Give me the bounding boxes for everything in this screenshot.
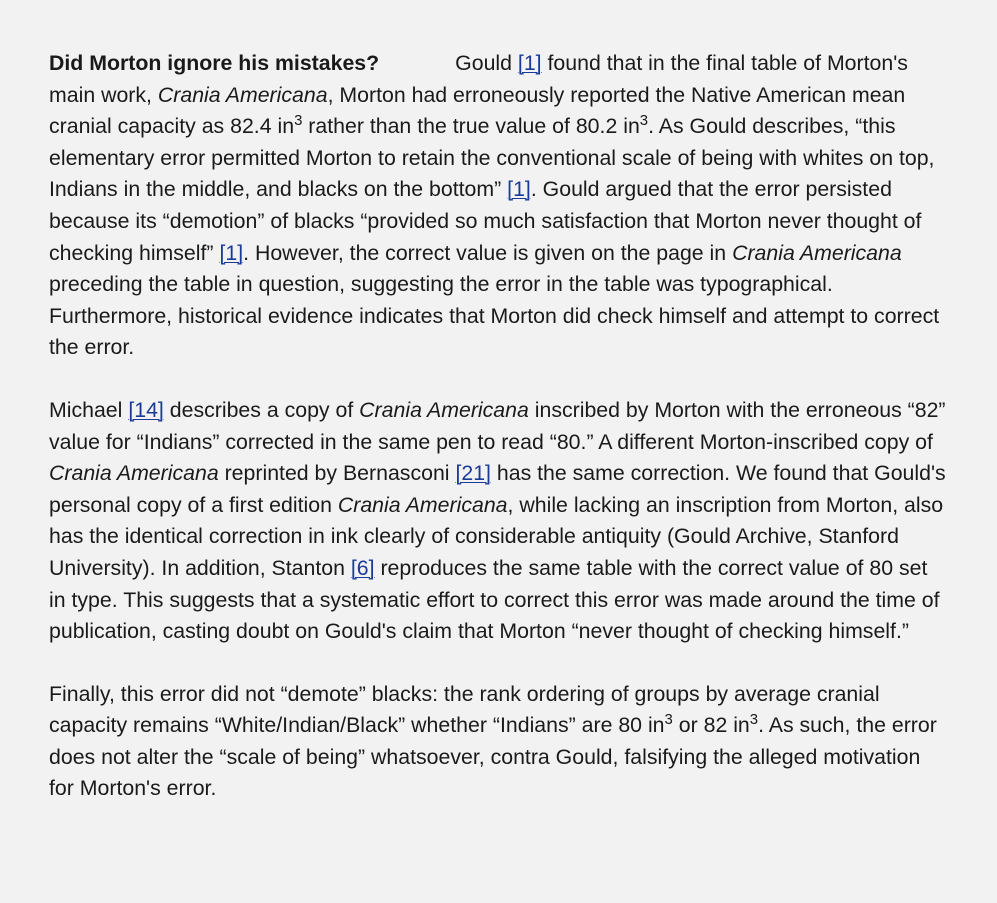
- citation-link-1[interactable]: [1]: [517, 51, 542, 75]
- superscript-exponent: 3: [639, 113, 649, 129]
- paragraph-text: describes a copy of: [163, 397, 360, 422]
- paragraph-text: Gould: [455, 51, 518, 75]
- paragraph-2: [49, 395, 949, 648]
- citation-link-21[interactable]: [21]: [455, 461, 491, 486]
- book-title: Crania Americana: [359, 397, 529, 422]
- paragraph-text: , while lacking an inscription from Morton, also has the identical correction in ink clearly of considerable antiquity (Gould Archive, Stanford University). In addition, Stanton: [49, 492, 944, 580]
- book-title: Crania Americana: [49, 461, 219, 486]
- superscript-exponent: 3: [294, 113, 303, 129]
- paragraph-text: inscribed by Morton with the erroneous “82” value for “Indians” corrected in the same pen to read “80.” A different Morton-inscribed copy of: [49, 397, 946, 454]
- paragraph-text: Finally, this error did not “demote” blacks: the rank ordering of groups by average cranial capacity remains “White/Indian/Black” whether “Indians” are 80 in: [49, 681, 880, 738]
- citation-link-14[interactable]: [14]: [128, 397, 164, 422]
- paragraph-text: has the same correction. We found that Gould's personal copy of a first edition: [49, 461, 946, 517]
- book-title: Crania Americana: [337, 492, 508, 517]
- citation-link-1[interactable]: [1]: [219, 240, 244, 265]
- section-heading: Did Morton ignore his mistakes?: [49, 51, 380, 75]
- paragraph-text: . Gould argued that the error persisted because its “demotion” of blacks “provided so much satisfaction that Morton never thought of checking himself”: [49, 177, 922, 265]
- paragraph-text: preceding the table in question, suggesting the error in the table was typographical. Furthermore, historical evidence indicates that Morton did check himself and attempt to correct the error.: [49, 272, 940, 360]
- paragraph-1: [49, 48, 949, 364]
- paragraph-text: Michael: [49, 397, 129, 422]
- paragraph-text: . As such, the error does not alter the “scale of being” whatsoever, contra Gould, falsifying the alleged motivation for Morton's error.: [49, 713, 937, 801]
- citation-link-1[interactable]: [1]: [507, 177, 531, 202]
- paragraph-3: [49, 679, 949, 805]
- paragraph-text: rather than the true value of 80.2 in: [302, 114, 640, 139]
- paragraph-text: found that in the final table of Morton's main work,: [49, 51, 908, 107]
- book-title: Crania Americana: [732, 240, 902, 265]
- paragraph-text: , Morton had erroneously reported the Native American mean cranial capacity as 82.4 in: [49, 82, 906, 139]
- paragraph-text: reproduces the same table with the correct value of 80 set in type. This suggests that a systematic effort to correct this error was made around the time of publication, casting doubt on Gould's claim that Morton “never thought of checking himself.”: [49, 555, 940, 644]
- paragraph-text: or 82 in: [672, 713, 750, 738]
- superscript-exponent: 3: [749, 712, 759, 729]
- superscript-exponent: 3: [664, 712, 673, 729]
- article-body: [49, 48, 949, 836]
- paragraph-text: . However, the correct value is given on the page in: [243, 240, 733, 265]
- citation-link-6[interactable]: [6]: [350, 555, 375, 580]
- paragraph-text: reprinted by Bernasconi: [218, 461, 456, 486]
- paragraph-text: . As Gould describes, “this elementary error permitted Morton to retain the conventional scale of being with whites on top, Indians in the middle, and blacks on the bottom”: [49, 114, 935, 202]
- book-title: Crania Americana: [157, 82, 328, 107]
